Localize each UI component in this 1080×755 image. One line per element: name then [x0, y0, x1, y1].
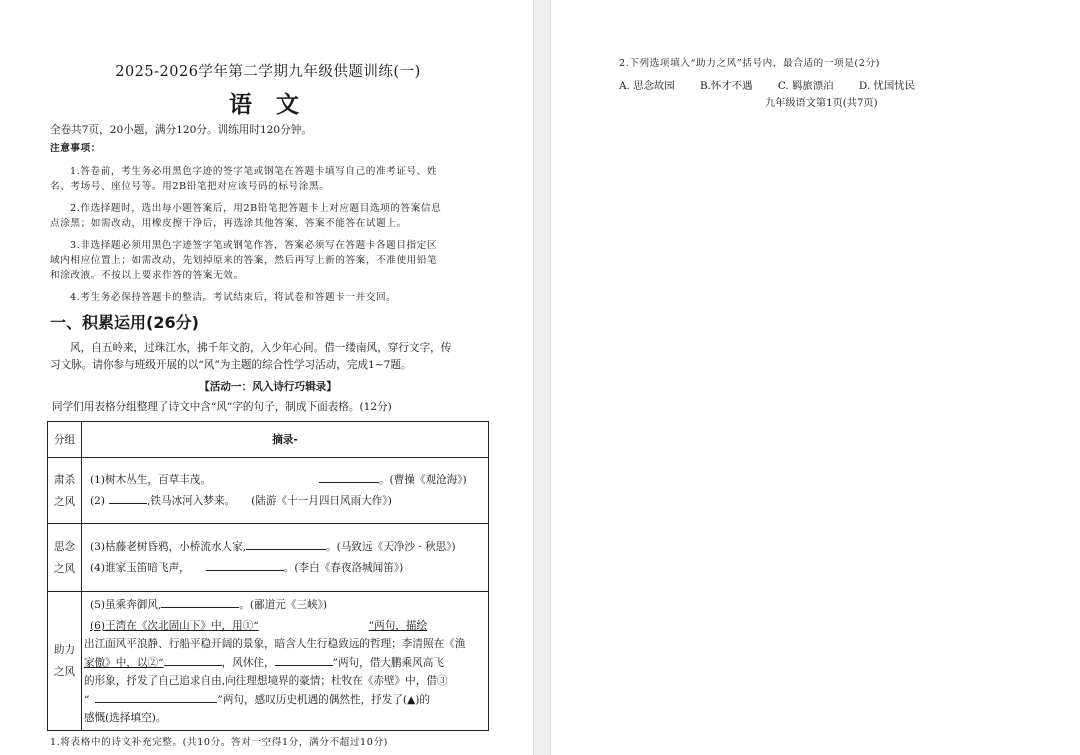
- header-group: 分组: [48, 422, 82, 458]
- page-footer: 九年级语文第1页(共7页): [765, 98, 878, 109]
- paragraph-text: ”两句，感叹历史机遇的偶然性，抒发了(▲)的: [217, 694, 430, 706]
- paragraph-line: [84, 690, 480, 710]
- answer-blank[interactable]: [275, 653, 333, 666]
- table-row: [48, 524, 489, 592]
- answer-blank[interactable]: [246, 537, 326, 550]
- notice-1-line-2: 名、考场号、座位号等。用2B铅笔把对应该号码的标号涂黑。: [50, 181, 330, 192]
- content-cell: [82, 458, 489, 524]
- group-label: 之风: [53, 495, 76, 508]
- paragraph-text: (6)王湾在《次北固山下》中，用①“: [90, 620, 259, 632]
- group-label: 思念: [53, 540, 76, 553]
- header-content: 摘录-: [82, 422, 489, 458]
- notice-2-line-2: 点涂黑；如需改动，用橡皮擦干净后，再选涂其他答案，答案不能答在试题上。: [50, 218, 407, 229]
- excerpt-text: ,铁马冰河入梦来。: [147, 494, 236, 507]
- subject-title: 语 文: [228, 91, 307, 118]
- answer-blank[interactable]: [95, 690, 217, 703]
- notice-3-line-1: 3.非选择题必须用黑色字迹签字笔或钢笔作答，答案必须写在答题卡各题目指定区: [70, 240, 438, 251]
- group-label: 之风: [53, 666, 76, 678]
- intro-line-2: 习文脉。请你参与班级开展的以“风”为主题的综合性学习活动，完成1~7题。: [50, 359, 412, 371]
- question-2: 2.下列选项填入“助力之风”括号内，最合适的一项是(2分): [619, 58, 881, 69]
- group-cell: [48, 458, 82, 524]
- excerpt-source: 。(马致远《天净沙 · 秋思》): [326, 540, 456, 553]
- excerpt-table: [47, 421, 489, 731]
- answer-blank[interactable]: [164, 653, 222, 666]
- excerpt-paragraph: [84, 618, 480, 727]
- excerpt-line: [90, 558, 480, 579]
- paragraph-text: “: [84, 694, 90, 706]
- content-cell: [82, 592, 489, 731]
- table-row: [48, 458, 489, 524]
- group-label: 助力: [53, 644, 76, 656]
- answer-blank[interactable]: [161, 595, 239, 608]
- paragraph-text: ”两句，借大鹏乘风高飞: [332, 657, 444, 669]
- paragraph-text: ，风休住，: [221, 657, 275, 669]
- group-label: 肃杀: [53, 473, 76, 486]
- option-c[interactable]: C. 羁旅漂泊: [777, 80, 834, 92]
- option-b[interactable]: B.怀才不遇: [699, 80, 753, 92]
- exam-info: 全卷共7页，20小题，满分120分。训练用时120分钟。: [50, 124, 312, 136]
- excerpt-text: (4)谁家玉笛暗飞声，: [90, 561, 190, 574]
- excerpt-text: (5)虽乘奔御风,: [90, 599, 162, 611]
- notice-3-line-2: 域内相应位置上；如需改动，先划掉原来的答案，然后再写上新的答案，不准使用铅笔: [50, 255, 438, 266]
- excerpt-source: (陆游《十一月四日风雨大作》): [251, 494, 392, 507]
- answer-blank[interactable]: [109, 491, 147, 504]
- table-header-row: [48, 422, 489, 458]
- group-cell: [48, 592, 82, 731]
- group-cell: [48, 524, 82, 592]
- excerpt-line: [90, 470, 480, 491]
- table-row: [48, 592, 489, 731]
- option-a[interactable]: A. 思念故园: [619, 80, 675, 92]
- paragraph-text: 家傲》中，以②“: [84, 657, 164, 669]
- excerpt-source: 。(郦道元《三峡》): [239, 599, 328, 611]
- excerpt-source: 。(曹操《观沧海》): [378, 473, 467, 486]
- excerpt-line: [90, 537, 480, 558]
- paragraph-line: [90, 618, 480, 636]
- notice-3-line-3: 和涂改液。不按以上要求作答的答案无效。: [50, 270, 244, 281]
- group-label: 之风: [53, 562, 76, 575]
- paragraph-text: ”两句，描绘: [368, 620, 428, 632]
- excerpt-text: (1)树木丛生，百草丰茂。: [90, 473, 211, 486]
- section-title: 一、积累运用(26分): [50, 313, 199, 332]
- activity-intro: 同学们用表格分组整理了诗文中含“风”字的句子，制成下面表格。(12分): [52, 401, 392, 413]
- notice-heading: 注意事项：: [50, 143, 101, 154]
- content-cell: [82, 524, 489, 592]
- answer-blank[interactable]: [206, 558, 284, 571]
- document-page-2: [551, 0, 1080, 755]
- exam-title: 2025-2026学年第二学期九年级供题训练(一): [115, 64, 421, 80]
- excerpt-line: [90, 491, 480, 512]
- paragraph-line: 出江面风平浪静、行船平稳开阔的景象，暗含人生行稳致远的哲理；李清照在《渔: [84, 637, 466, 650]
- excerpt-line: [90, 595, 480, 616]
- paragraph-line: 的形象，抒发了自己追求自由,向往理想境界的豪情；杜牧在《赤壁》中，借③: [84, 674, 448, 687]
- question-2-options: [619, 77, 937, 95]
- notice-1-line-1: 1.答卷前，考生务必用黑色字迹的签字笔或钢笔在答题卡填写自己的准考证号、姓: [70, 166, 438, 177]
- excerpt-text: (2): [90, 494, 106, 507]
- excerpt-source: 。(李白《春夜洛城闻笛》): [283, 561, 404, 574]
- intro-line-1: 风，自五岭来，过珠江水，拂千年文韵，入少年心间。借一缕南风，穿行文字，传: [70, 342, 452, 354]
- page-gutter: [533, 0, 551, 755]
- paragraph-line: [84, 653, 480, 673]
- question-1: 1.将表格中的诗文补充完整。(共10分。答对一空得1分，满分不超过10分): [50, 737, 388, 748]
- excerpt-text: (3)枯藤老树昏鸦，小桥流水人家,: [90, 540, 247, 553]
- document-page-1: [0, 0, 533, 755]
- paragraph-line: 感慨(选择填空)。: [84, 711, 167, 724]
- option-d[interactable]: D. 忧国忧民: [858, 80, 916, 92]
- notice-2-line-1: 2.作选择题时，选出每小题答案后，用2B铅笔把答题卡上对应题目选项的答案信息: [70, 203, 442, 214]
- answer-blank[interactable]: [319, 470, 379, 483]
- notice-4-line-1: 4.考生务必保持答题卡的整洁。考试结束后，将试卷和答题卡一并交回。: [70, 292, 397, 303]
- activity-title: 【活动一：风入诗行巧辑录】: [199, 381, 337, 393]
